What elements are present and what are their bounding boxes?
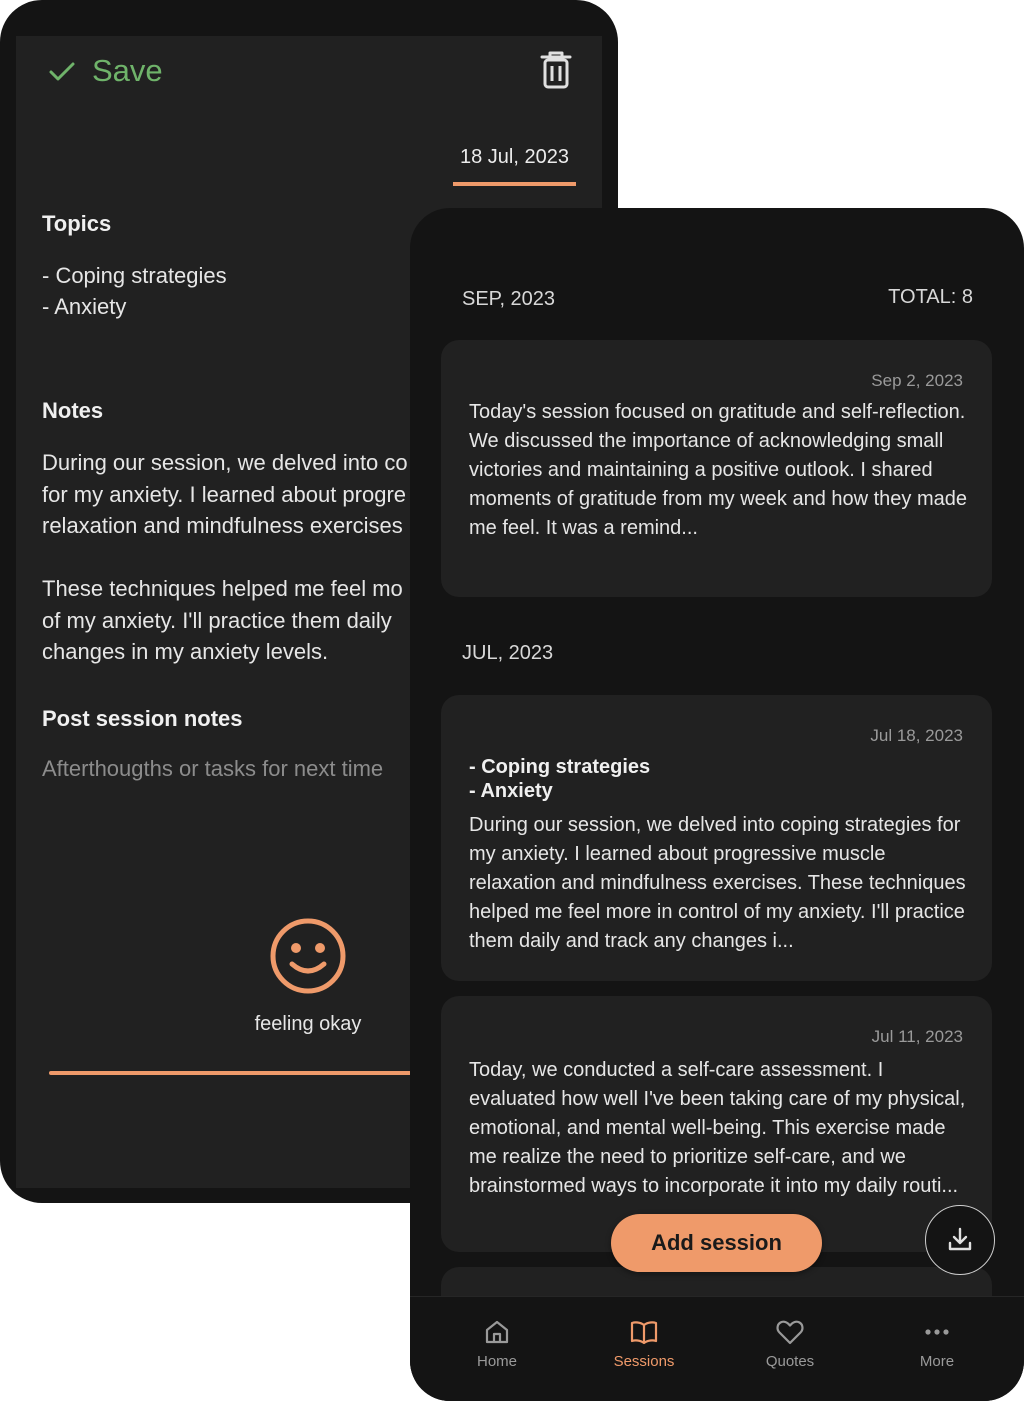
download-button[interactable]: [925, 1205, 995, 1275]
session-card[interactable]: [441, 695, 992, 981]
total-count: TOTAL: 8: [888, 286, 973, 308]
nav-quotes[interactable]: [740, 1317, 840, 1370]
topics-text[interactable]: - Coping strategies - Anxiety: [42, 263, 227, 319]
card-date: Jul 18, 2023: [870, 726, 963, 745]
nav-more[interactable]: [887, 1317, 987, 1370]
card-text: Today, we conducted a self-care assessment. I evaluated how well I've been taking care of my physical, emotional, and mental well-being. This exercise made me realize the need to prioritize self-care, and we brainstormed ways to incorporate it into my daily routi...: [469, 1059, 966, 1197]
card-text: Today's session focused on gratitude and self-reflection. We discussed the importance of acknowledging small victories and maintaining a positive outlook. I shared moments of gratitude from my week and how they made me feel. It was a remind...: [469, 401, 968, 539]
session-date-tab[interactable]: 18 Jul, 2023: [453, 146, 576, 186]
nav-quotes-label: Quotes: [765, 1353, 815, 1370]
nav-more-label: More: [919, 1353, 955, 1370]
session-card[interactable]: [441, 340, 992, 597]
smiley-icon: [268, 916, 348, 996]
download-icon: [946, 1226, 974, 1254]
card-date: Sep 2, 2023: [871, 371, 963, 390]
card-text: During our session, we delved into coping strategies for my anxiety. I learned about progressive muscle relaxation and mindfulness exercises. These techniques helped me feel more in control of my anxiety. I'll practice them daily and track any changes i...: [469, 814, 966, 952]
mood-selector[interactable]: [248, 916, 368, 1036]
mood-label: feeling okay: [254, 1013, 362, 1035]
post-session-input[interactable]: Afterthougths or tasks for next time: [42, 756, 384, 781]
post-session-heading: Post session notes: [42, 706, 243, 731]
card-date: Jul 11, 2023: [871, 1027, 963, 1046]
home-icon: [482, 1317, 512, 1347]
heart-icon: [775, 1317, 805, 1347]
card-topics: - Coping strategies - Anxiety: [469, 756, 651, 802]
add-session-button[interactable]: Add session: [611, 1214, 822, 1272]
notes-heading: Notes: [42, 398, 104, 423]
nav-sessions[interactable]: [594, 1317, 694, 1370]
nav-home[interactable]: [447, 1317, 547, 1370]
nav-sessions-label: Sessions: [613, 1353, 675, 1370]
save-button[interactable]: [46, 53, 163, 89]
bottom-nav: [410, 1296, 1024, 1401]
save-label: Save: [92, 53, 163, 88]
month-header-sep: SEP, 2023: [462, 288, 556, 310]
trash-icon[interactable]: [538, 50, 574, 90]
nav-home-label: Home: [476, 1353, 517, 1370]
notes-text[interactable]: During our session, we delved into co for my anxiety. I learned about progre relaxation and mindfulness exercises These techniques helped me feel mo of my anxiety. I'll practice them daily changes in my anxiety levels.: [42, 450, 408, 664]
topics-heading: Topics: [42, 211, 112, 236]
book-icon: [629, 1317, 659, 1347]
more-icon: [922, 1317, 952, 1347]
sessions-list-phone: [410, 208, 1024, 1401]
checkmark-icon: [46, 55, 78, 87]
month-header-jul: JUL, 2023: [462, 642, 554, 664]
